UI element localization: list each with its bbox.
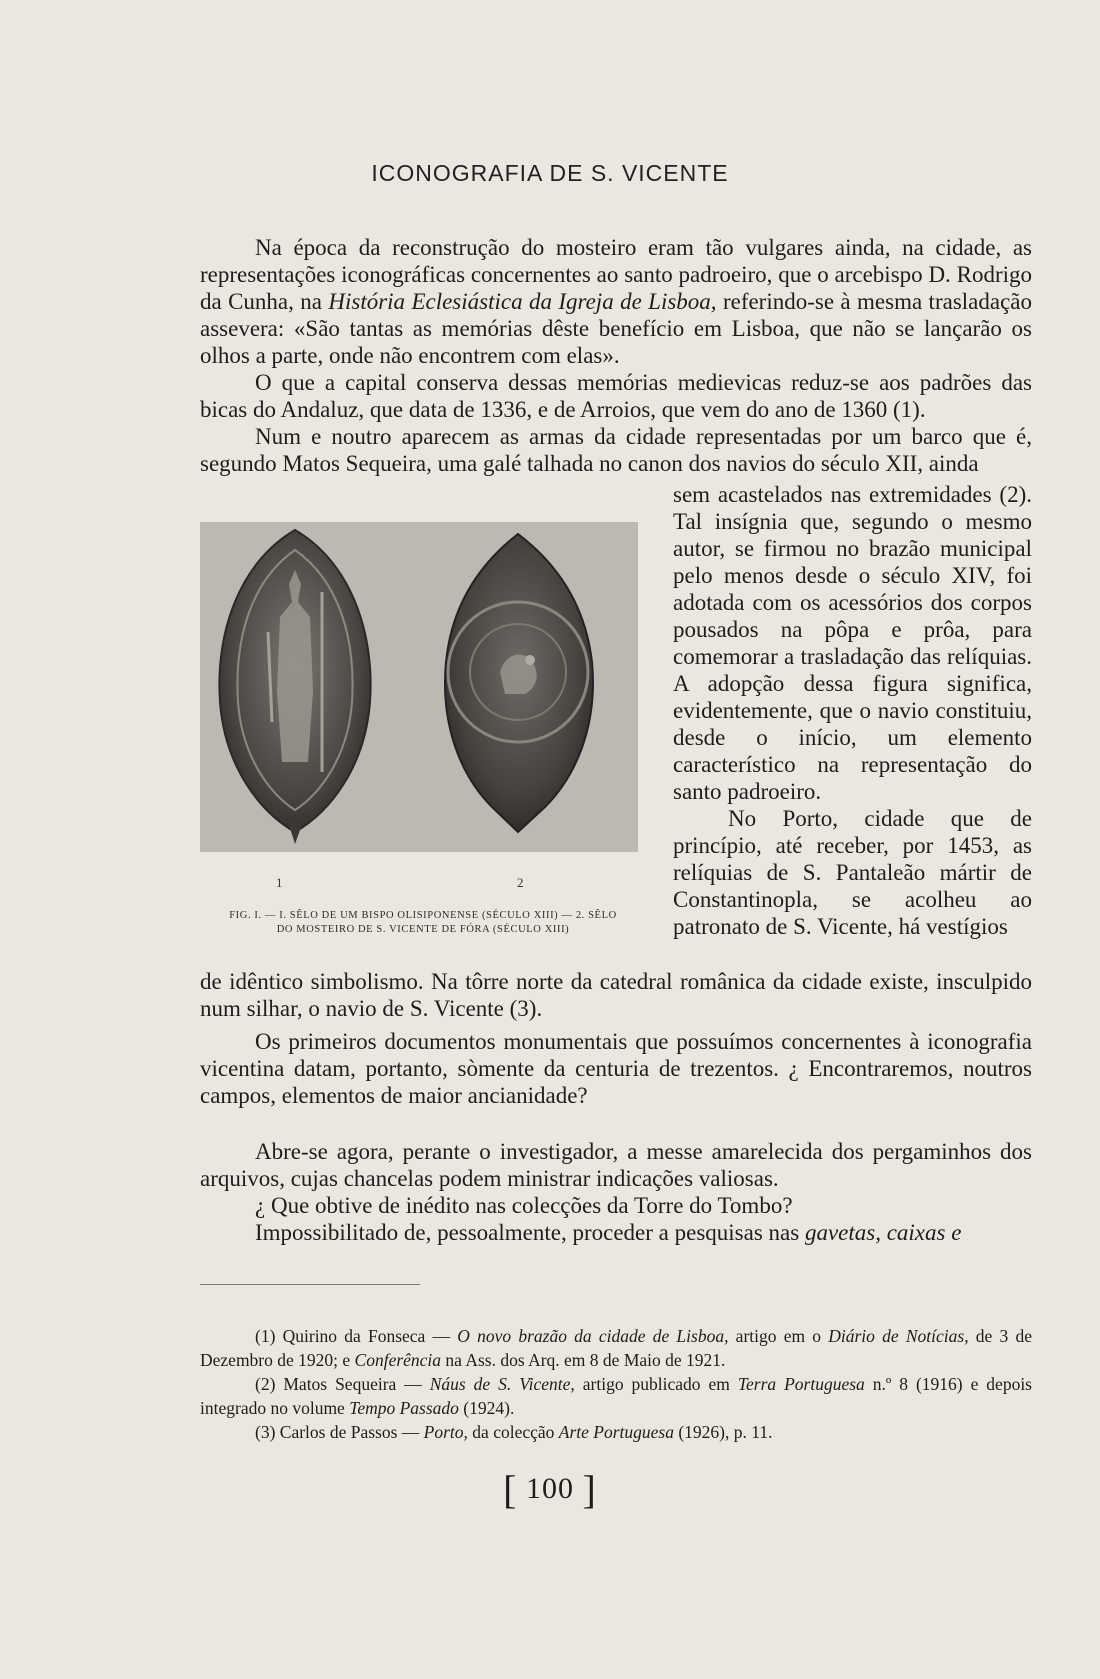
paragraph-4-wrap: No Porto, cidade que de princípio, até receber, por 1453, as relíquias de S. Pantaleão mártir de Constantinopla, se acolheu ao patronato de S. Vicente, há vestígios: [673, 806, 1032, 939]
footnotes: [200, 1324, 1032, 1444]
footnote-2: (2) Matos Sequeira — Náus de S. Vicente, artigo publicado em Terra Portuguesa n.º 8 (1916) e depois integrado no volume Tempo Passado (1924).: [200, 1374, 1032, 1418]
paragraph-6-group: [200, 1138, 1032, 1246]
figure-caption: [198, 909, 648, 937]
page-number-value: 100: [526, 1472, 574, 1505]
monastery-seal: [445, 534, 593, 832]
figure-caption-line-1: FIG. I. — I. SÊLO DE UM BISPO OLISIPONENSE (SÉCULO XIII) — 2. SÊLO: [229, 910, 617, 921]
seal-photograph: [200, 522, 638, 852]
page-number: [ 100 ]: [503, 1467, 597, 1512]
figure-label-1: 1: [276, 875, 283, 890]
paragraph-3-wrap: sem acastelados nas extremidades (2). Tal insígnia que, segundo o mesmo autor, se firmou no brazão municipal pelo menos desde o século XIV, foi adotada com os acessórios dos corpos pousados na pôpa e prôa, para comemorar a trasladação das relíquias. A adopção dessa figura significa, evidentemente, que o navio constituiu, desde o início, um elemento característico na representação do santo padroeiro.: [673, 482, 1032, 804]
paragraph-1: [200, 234, 1032, 369]
footnote-rule: [200, 1284, 420, 1285]
paragraph-5: [200, 1028, 1032, 1109]
paragraph-7-text: ¿ Que obtive de inédito nas colecções da Torre do Tombo?: [255, 1193, 793, 1218]
wrapped-text-column: [673, 481, 1032, 940]
seals-image: [200, 522, 638, 852]
paragraph-1-text-b: referindo-se à mesma trasladação assevera: «São tantas as memórias dêste benefício em Lisboa, que não se lançarão os olhos a parte, onde não encontrem com elas».: [200, 289, 1032, 368]
paragraph-3-text: Num e noutro aparecem as armas da cidade representadas por um barco que é, segundo Matos Sequeira, uma galé talhada no canon dos navios do século XII, ainda: [200, 424, 1032, 476]
paragraph-3: [200, 423, 1032, 477]
paragraph-4-tail-text: de idêntico simbolismo. Na tôrre norte da catedral românica da cidade existe, insculpido num silhar, o navio de S. Vicente (3).: [200, 969, 1032, 1021]
footnote-3: (3) Carlos de Passos — Porto, da colecção Arte Portuguesa (1926), p. 11.: [255, 1422, 773, 1442]
figure-caption-line-2: DO MOSTEIRO DE S. VICENTE DE FÓRA (SÉCULO XIII): [276, 924, 570, 935]
paragraph-8-italic: gavetas, caixas e: [804, 1220, 962, 1245]
footnote-1: (1) Quirino da Fonseca — O novo brazão da cidade de Lisboa, artigo em o Diário de Notícias, de 3 de Dezembro de 1920; e Conferência na Ass. dos Arq. em 8 de Maio de 1921.: [200, 1326, 1032, 1370]
page-title: ICONOGRAFIA DE S. VICENTE: [371, 160, 729, 186]
paragraph-1-text-a: Na época da reconstrução do mosteiro eram tão vulgares ainda, na cidade, as representações iconográficas concernentes ao santo padroeiro, que o arcebispo D. Rodrigo da Cunha, na: [200, 235, 1032, 314]
paragraph-2: [200, 369, 1032, 423]
paragraph-2-text: O que a capital conserva dessas memórias medievicas reduz-se aos padrões das bicas do Andaluz, que data de 1336, e de Arroios, que vem do ano de 1360 (1).: [200, 370, 1032, 422]
paragraph-1-italic: História Eclesiástica da Igreja de Lisboa,: [328, 289, 717, 314]
bishop-seal: [219, 530, 370, 844]
paragraph-6-text: Abre-se agora, perante o investigador, a messe amarelecida dos pergaminhos dos arquivos, cujas chancelas podem ministrar indicações valiosas.: [200, 1139, 1032, 1191]
paragraph-5-text: Os primeiros documentos monumentais que possuímos concernentes à iconografia vicentina datam, portanto, sòmente da centuria de trezentos. ¿ Encontraremos, noutros campos, elementos de maior ancianidade?: [200, 1029, 1032, 1108]
paragraph-4-tail: [200, 968, 1032, 1022]
figure-label-2: 2: [517, 875, 524, 890]
paragraph-8-text-a: Impossibilitado de, pessoalmente, proceder a pesquisas nas: [255, 1220, 805, 1245]
